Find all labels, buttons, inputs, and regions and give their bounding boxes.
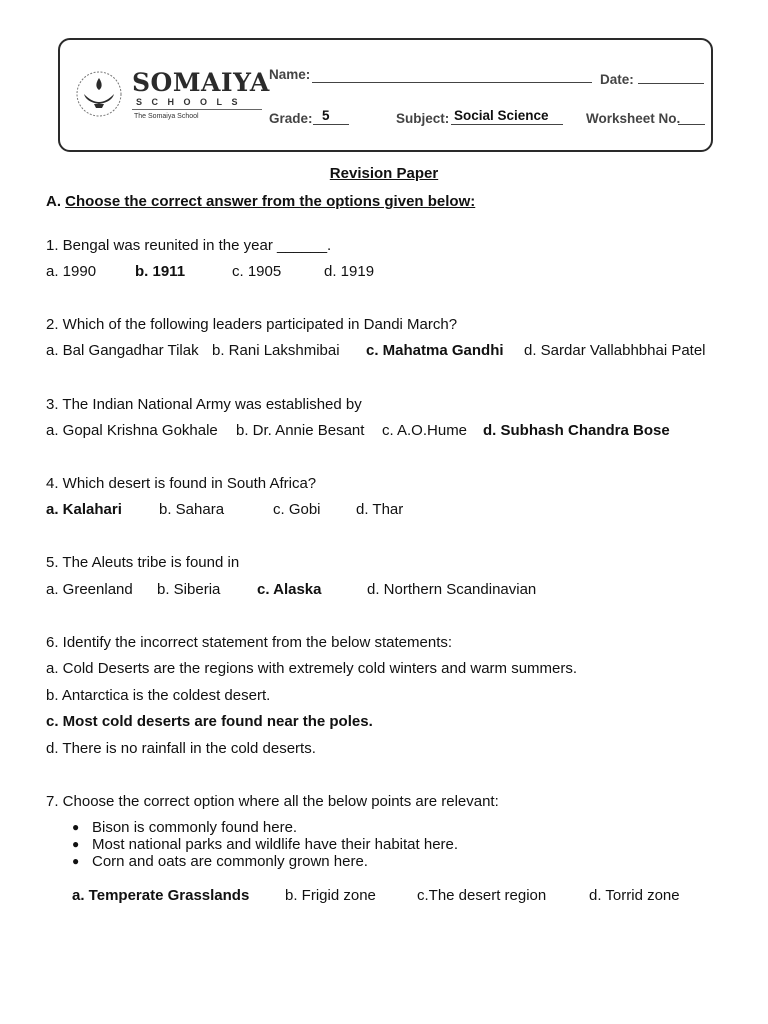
q7-bullet-1: Bison is commonly found here. — [92, 819, 298, 836]
date-field[interactable] — [638, 83, 704, 84]
question-2: 2. Which of the following leaders participated in Dandi March? — [46, 316, 458, 333]
worksheet-label: Worksheet No. — [586, 111, 681, 126]
q4-option-b: b. Sahara — [159, 501, 225, 518]
q3-option-b: b. Dr. Annie Besant — [236, 422, 365, 439]
worksheet-field[interactable] — [678, 124, 705, 125]
q7-bullet-list — [72, 819, 458, 870]
brand-subtitle: SCHOOLS — [136, 97, 248, 107]
section-prefix: A. — [46, 193, 61, 210]
page-title: Revision Paper — [329, 165, 439, 182]
q2-option-b: b. Rani Lakshmibai — [212, 342, 340, 359]
date-label: Date: — [600, 72, 634, 87]
bullet-icon: ● — [72, 854, 80, 868]
name-field[interactable] — [312, 82, 592, 83]
q1-option-d: d. 1919 — [324, 263, 375, 280]
bullet-icon: ● — [72, 820, 80, 834]
q6-option-c: c. Most cold deserts are found near the poles. — [46, 713, 373, 730]
list-item — [72, 836, 458, 853]
q2-option-a: a. Bal Gangadhar Tilak — [46, 342, 199, 359]
q7-option-a: a. Temperate Grasslands — [72, 887, 250, 904]
subject-label: Subject: — [396, 111, 450, 126]
brand-tagline: The Somaiya School — [134, 113, 199, 120]
q7-bullet-3: Corn and oats are commonly grown here. — [92, 853, 368, 870]
section-instruction: Choose the correct answer from the options given below: — [65, 193, 476, 210]
grade-value: 5 — [322, 108, 330, 123]
q1-option-c: c. 1905 — [232, 263, 282, 280]
brand-divider — [132, 109, 262, 110]
question-6: 6. Identify the incorrect statement from the below statements: — [46, 634, 453, 651]
grade-label: Grade: — [269, 111, 313, 126]
q5-option-d: d. Northern Scandinavian — [367, 581, 537, 598]
worksheet-header — [58, 38, 713, 152]
subject-field[interactable] — [451, 124, 563, 125]
q2-option-c: c. Mahatma Gandhi — [366, 342, 504, 359]
section-heading — [46, 193, 475, 210]
question-1: 1. Bengal was reunited in the year ______. — [46, 237, 332, 254]
q3-option-a: a. Gopal Krishna Gokhale — [46, 422, 218, 439]
q3-option-c: c. A.O.Hume — [382, 422, 468, 439]
q6-option-a: a. Cold Deserts are the regions with extremely cold winters and warm summers. — [46, 660, 578, 677]
q7-option-d: d. Torrid zone — [589, 887, 680, 904]
q2-option-d: d. Sardar Vallabhbhai Patel — [524, 342, 706, 359]
list-item — [72, 819, 458, 836]
question-4: 4. Which desert is found in South Africa? — [46, 475, 317, 492]
q3-option-d: d. Subhash Chandra Bose — [483, 422, 670, 439]
q1-option-a: a. 1990 — [46, 263, 97, 280]
question-3: 3. The Indian National Army was established by — [46, 396, 362, 413]
question-7: 7. Choose the correct option where all the below points are relevant: — [46, 793, 499, 810]
q6-option-b: b. Antarctica is the coldest desert. — [46, 687, 271, 704]
lamp-emblem-icon — [74, 68, 124, 124]
q5-option-a: a. Greenland — [46, 581, 133, 598]
q7-option-c: c.The desert region — [417, 887, 547, 904]
q4-option-d: d. Thar — [356, 501, 404, 518]
name-label: Name: — [269, 67, 311, 82]
question-5: 5. The Aleuts tribe is found in — [46, 554, 240, 571]
grade-field[interactable] — [313, 124, 349, 125]
q4-option-c: c. Gobi — [273, 501, 321, 518]
subject-value: Social Science — [454, 108, 549, 123]
q7-bullet-2: Most national parks and wildlife have their habitat here. — [92, 836, 459, 853]
q5-option-b: b. Siberia — [157, 581, 221, 598]
q7-option-b: b. Frigid zone — [285, 887, 376, 904]
q6-option-d: d. There is no rainfall in the cold deserts. — [46, 740, 316, 757]
q1-option-b: b. 1911 — [135, 263, 186, 280]
list-item — [72, 853, 458, 870]
q5-option-c: c. Alaska — [257, 581, 322, 598]
bullet-icon: ● — [72, 837, 80, 851]
brand-name: SOMAIYA — [132, 68, 270, 97]
q4-option-a: a. Kalahari — [46, 501, 122, 518]
school-logo — [74, 64, 270, 126]
